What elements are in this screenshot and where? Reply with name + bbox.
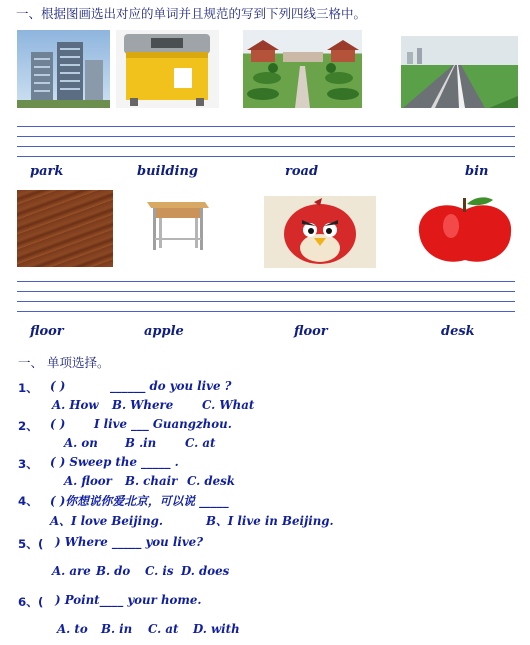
bin-icon	[116, 30, 219, 108]
q1-paren[interactable]: ( )	[50, 379, 66, 393]
word-floor-2: floor	[294, 324, 328, 339]
buildings-icon	[17, 30, 110, 108]
q6-option-b[interactable]: B. in	[101, 622, 133, 636]
q6-option-a[interactable]: A. to	[57, 622, 88, 636]
q2-number: 2、	[18, 419, 39, 433]
q3-option-a[interactable]: A. floor	[64, 474, 112, 488]
bird-image	[264, 196, 376, 268]
word-park: park	[30, 164, 64, 179]
q5-option-c[interactable]: C. is	[145, 564, 174, 578]
q6-paren-text[interactable]: ) Point____ your home.	[55, 593, 202, 607]
section2-title: 一、 单项选择。	[18, 355, 110, 370]
apple-image	[413, 194, 517, 268]
section1-title: 一、根据图画选出对应的单词并且规范的写到下列四线三格中。	[16, 6, 367, 21]
q6-option-c[interactable]: C. at	[148, 622, 179, 636]
road-image	[401, 36, 518, 108]
word-apple: apple	[144, 324, 184, 339]
word-building: building	[137, 164, 198, 179]
desk-icon	[145, 194, 211, 252]
q2-option-b[interactable]: B .in	[125, 436, 157, 450]
q5-option-b[interactable]: B. do	[96, 564, 131, 578]
q3-number: 3、	[18, 457, 39, 471]
apple-icon	[413, 194, 517, 268]
q3-option-b[interactable]: B. chair	[125, 474, 178, 488]
park-image	[243, 30, 362, 108]
q1-option-b[interactable]: B. Where	[112, 398, 174, 412]
q1-number: 1、	[18, 381, 39, 395]
q4-paren-text[interactable]: ( )你想说你爱北京，可以说 _____	[50, 494, 229, 508]
q1-option-c[interactable]: C. What	[202, 398, 255, 412]
buildings-image	[17, 30, 110, 108]
word-desk: desk	[441, 324, 475, 339]
q4-option-b[interactable]: B、I live in Beijing.	[206, 514, 334, 528]
bin-image	[116, 30, 219, 108]
park-icon	[243, 30, 362, 108]
q4-option-a[interactable]: A、I love Beijing.	[50, 514, 164, 528]
q2-option-c[interactable]: C. at	[185, 436, 216, 450]
q2-option-a[interactable]: A. on	[64, 436, 98, 450]
q2-paren[interactable]: ( )	[50, 417, 66, 431]
q5-paren-text[interactable]: ) Where _____ you live?	[55, 535, 204, 549]
q2-text: I live ___ Guangzhou.	[94, 417, 232, 431]
q1-option-a[interactable]: A. How	[52, 398, 99, 412]
word-floor-1: floor	[30, 324, 64, 339]
q5-number: 5、(	[18, 537, 44, 551]
road-icon	[401, 36, 518, 108]
q4-number: 4、	[18, 494, 39, 508]
q3-option-c[interactable]: C. desk	[187, 474, 235, 488]
q1-text: ______ do you live ?	[110, 379, 232, 393]
writing-lines-2	[17, 281, 515, 321]
writing-lines-1	[17, 126, 515, 166]
q3-paren-text[interactable]: ( ) Sweep the _____ .	[50, 455, 179, 469]
q5-option-d[interactable]: D. does	[181, 564, 230, 578]
desk-image	[145, 194, 211, 252]
floor-image	[17, 190, 113, 267]
q6-number: 6、(	[18, 595, 44, 609]
q5-option-a[interactable]: A. are	[52, 564, 91, 578]
q6-option-d[interactable]: D. with	[193, 622, 240, 636]
word-road: road	[285, 164, 319, 179]
angry-bird-icon	[264, 196, 376, 268]
word-bin: bin	[465, 164, 489, 179]
